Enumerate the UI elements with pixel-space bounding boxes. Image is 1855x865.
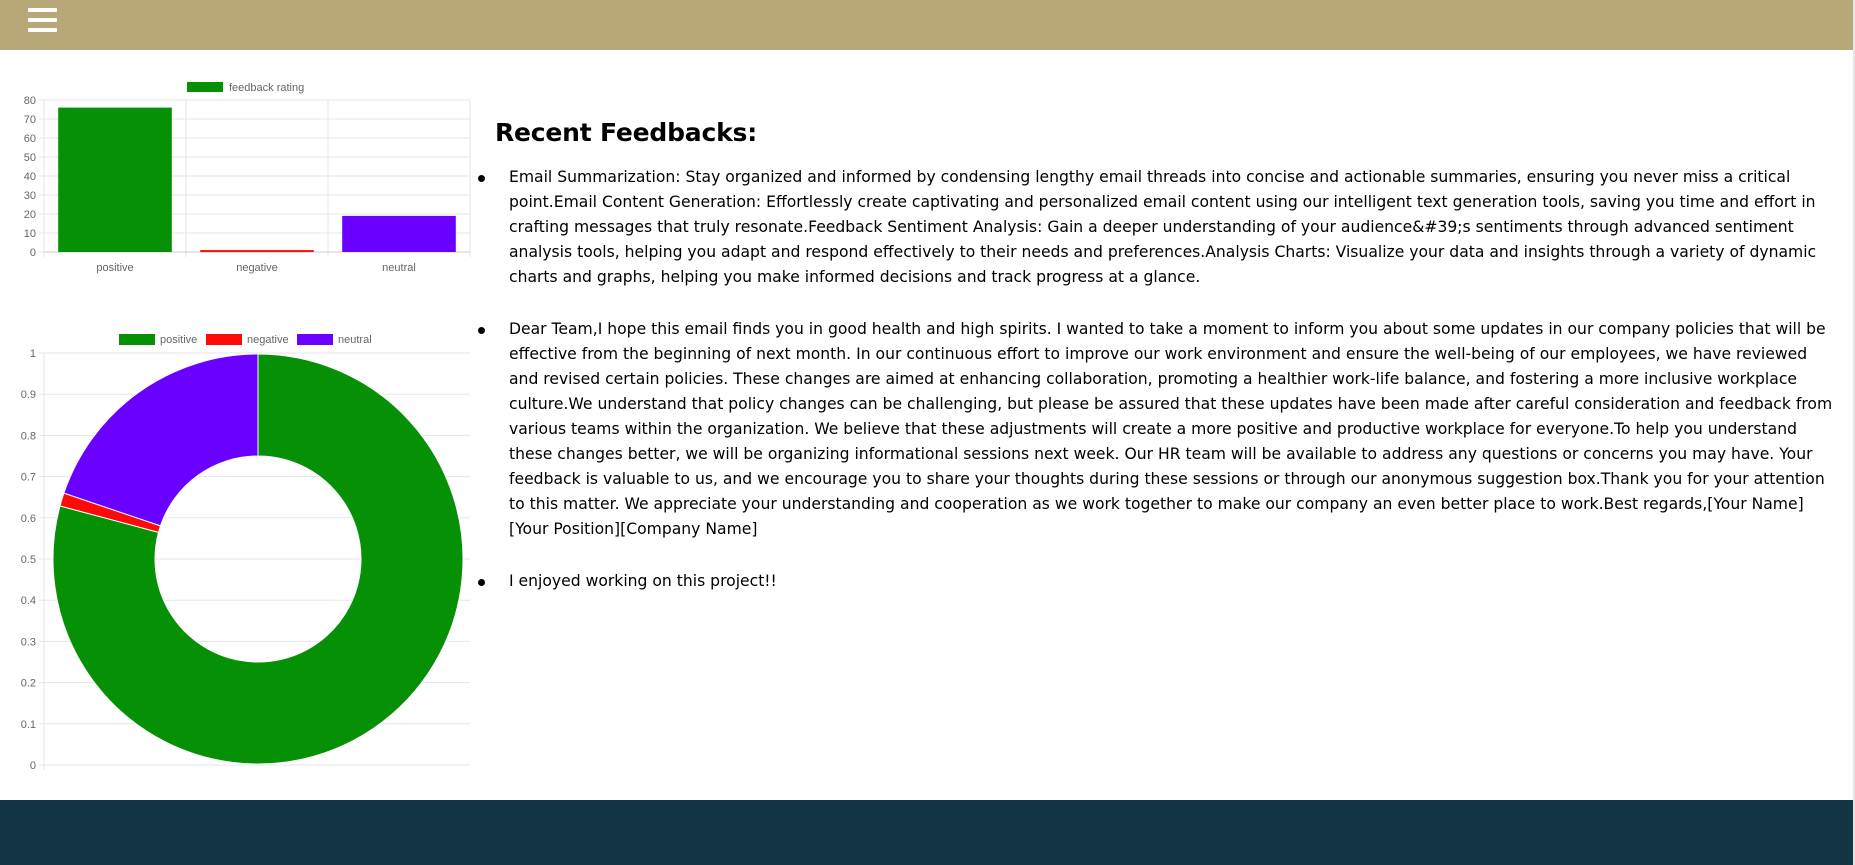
y-tick-label: 0.3 (20, 636, 36, 649)
y-tick-label: 60 (23, 133, 36, 145)
top-navbar (0, 0, 1855, 50)
feedback-list (495, 165, 1840, 594)
feedback-item: Email Summarization: Stay organized and informed by condensing lengthy email threads into concise and actionable summaries, ensuring you never miss a critical point.Email Content Generation: Effortlessly create captivating and personalized email content using our intelligent text generation tools, saving you time and effort in crafting messages that truly resonate.Feedback Sentiment Analysis: Gain a deeper understanding of your audience&#39;s sentiments through advanced sentiment analysis tools, helping you adapt and respond effectively to their needs and preferences.Analysis Charts: Visualize your data and insights through a variety of dynamic charts and graphs, helping you make informed decisions and track progress at a glance. (509, 165, 1840, 290)
recent-feedbacks-title: Recent Feedbacks: (495, 118, 757, 147)
y-tick-label: 0.2 (20, 677, 36, 690)
y-tick-label: 30 (23, 190, 36, 202)
y-tick-label: 1 (29, 348, 36, 360)
y-tick-label: 0.1 (20, 718, 36, 731)
menu-line (28, 28, 57, 32)
y-tick-label: 0.5 (20, 554, 36, 566)
legend-label: neutral (338, 334, 372, 346)
y-tick-label: 0 (29, 247, 36, 259)
legend-label: positive (160, 334, 198, 346)
feedback-item: I enjoyed working on this project!! (509, 569, 1840, 594)
y-tick-label: 0.9 (20, 389, 36, 402)
x-tick-label: positive (96, 262, 134, 274)
y-tick-label: 0.7 (20, 471, 36, 484)
menu-line (28, 18, 57, 22)
feedback-item: Dear Team,I hope this email finds you in good health and high spirits. I wanted to take a moment to inform you about some updates in our company policies that will be effective from the beginning of next month. In our continuous effort to improve our work environment and ensure the well-being of our employees, we have reviewed and revised certain policies. These changes are aimed at enhancing collaboration, promoting a healthier work-life balance, and fostering a more inclusive workplace culture.We understand that policy changes can be challenging, but please be assured that these updates have been made after careful consideration and feedback from various teams within the organization. We believe that these adjustments will create a more positive and productive workplace for everyone.To help you understand these changes better, we will be organizing informational sessions next week. Our HR team will be available to address any questions or concerns you may have. Your feedback is valuable to us, and we encourage you to share your thoughts during these sessions or through our anonymous suggestion box.Thank you for your attention to this matter. We appreciate your understanding and cooperation as we work together to make our company an even better place to work.Best regards,[Your Name][Your Position][Company Name] (509, 317, 1840, 542)
y-tick-label: 40 (23, 171, 36, 183)
hamburger-menu-icon[interactable] (28, 7, 58, 33)
legend-swatch (187, 82, 223, 92)
y-tick-label: 20 (23, 209, 36, 221)
slice-neutral (64, 354, 258, 526)
sentiment-doughnut-chart (0, 325, 480, 770)
x-tick-label: neutral (382, 262, 416, 274)
legend-label: negative (247, 334, 289, 346)
bar-negative (200, 250, 314, 252)
y-tick-label: 80 (23, 95, 36, 107)
x-tick-label: negative (236, 262, 278, 274)
menu-line (28, 8, 57, 12)
y-tick-label: 50 (23, 152, 36, 164)
y-tick-label: 70 (23, 114, 36, 126)
feedback-rating-bar-chart (0, 75, 480, 285)
legend-swatch-neutral (297, 334, 333, 345)
page-footer (0, 800, 1855, 865)
legend-swatch-negative (206, 334, 242, 345)
bar-positive (58, 108, 172, 252)
y-tick-label: 0.8 (20, 430, 36, 443)
y-tick-label: 10 (23, 228, 36, 240)
legend-swatch-positive (119, 334, 155, 345)
y-tick-label: 0.4 (20, 595, 36, 608)
y-tick-label: 0.6 (20, 512, 36, 525)
legend-label: feedback rating (229, 82, 305, 94)
bar-neutral (342, 216, 456, 252)
y-tick-label: 0 (29, 760, 36, 770)
recent-feedbacks-section (495, 118, 1840, 621)
